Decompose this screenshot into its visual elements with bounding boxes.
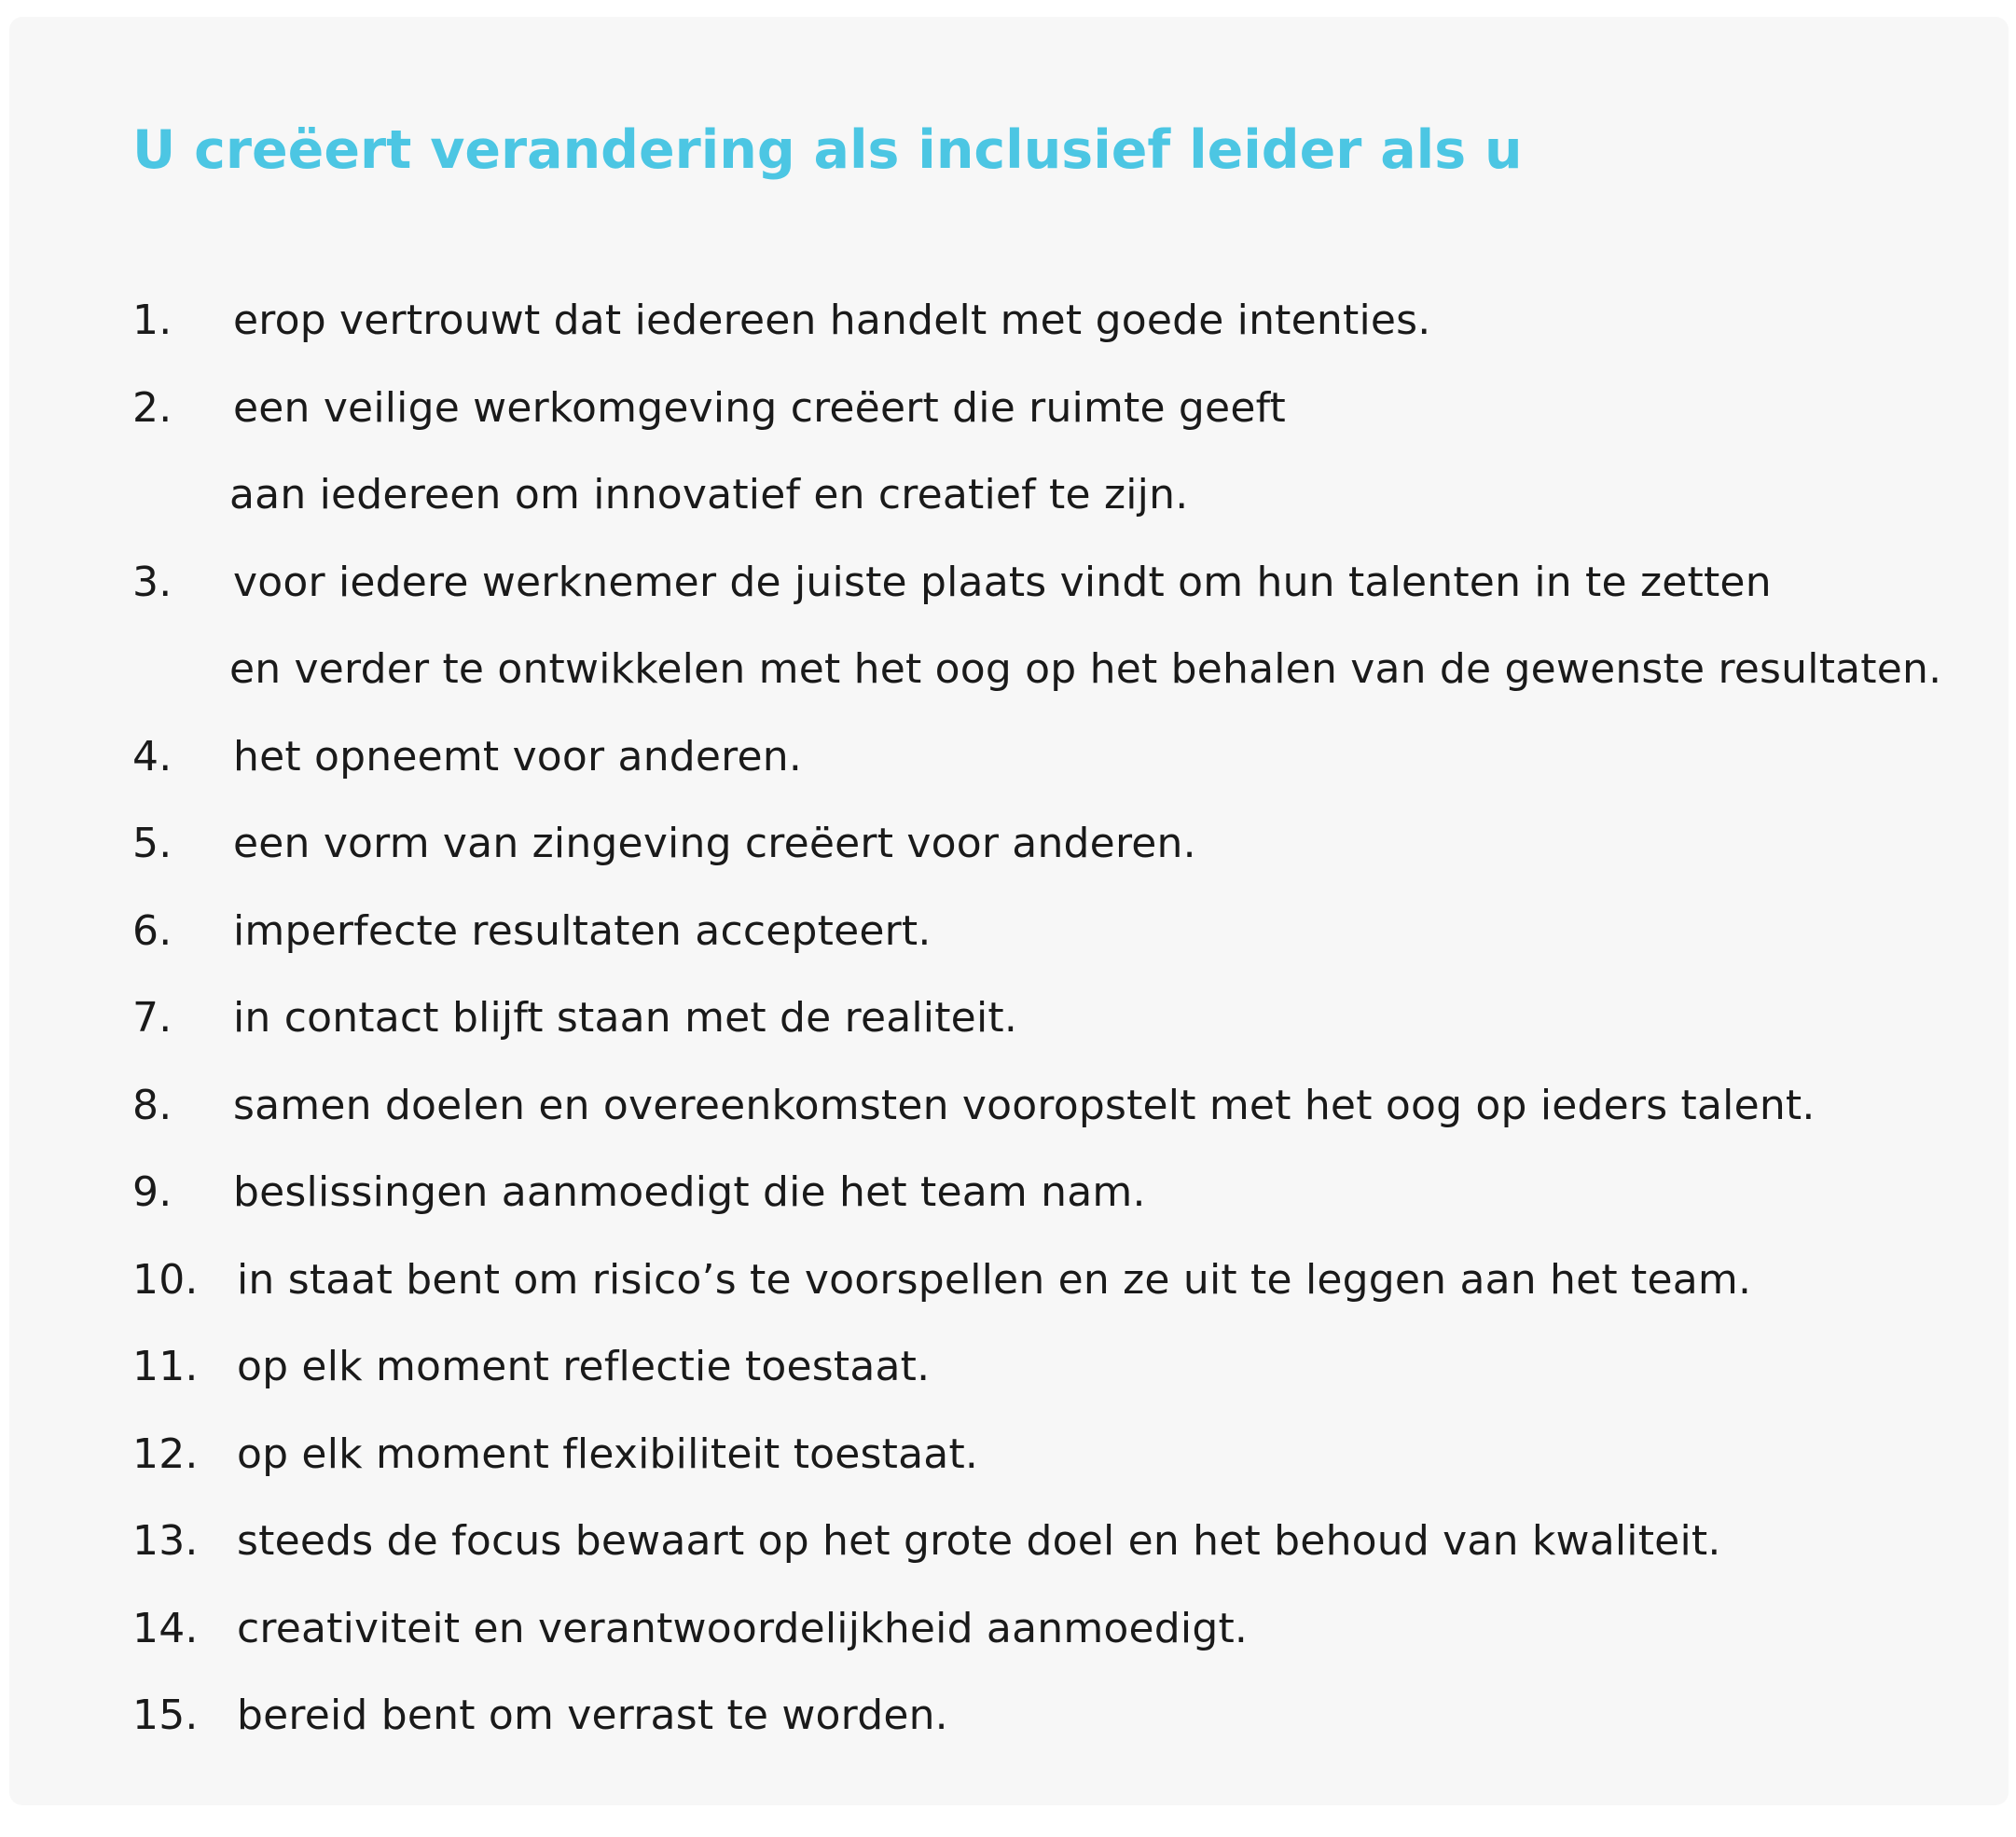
item-number: 7. — [132, 994, 173, 1042]
item-number: 4. — [132, 732, 173, 780]
item-text: creativiteit en verantwoordelijkheid aanmoedigt. — [237, 1604, 1249, 1652]
item-number: 13. — [132, 1517, 199, 1565]
item-number: 9. — [132, 1168, 173, 1216]
item-number: 10. — [132, 1255, 199, 1304]
item-text-continued: aan iedereen om innovatief en creatief te zijn. — [229, 471, 1189, 518]
item-text: op elk moment reflectie toestaat. — [237, 1343, 931, 1390]
item-number: 2. — [132, 383, 173, 432]
item-number: 6. — [132, 906, 173, 955]
item-text: op elk moment flexibiliteit toestaat. — [237, 1430, 979, 1478]
item-number: 3. — [132, 558, 173, 606]
page-title: U creëert verandering als inclusief leider als u — [132, 119, 1523, 181]
item-number: 8. — [132, 1081, 173, 1129]
item-text: steeds de focus bewaart op het grote doel en het behoud van kwaliteit. — [237, 1517, 1721, 1565]
item-text: een veilige werkomgeving creëert die ruimte geeft — [233, 383, 1286, 432]
item-text: erop vertrouwt dat iedereen handelt met goede intenties. — [233, 297, 1431, 344]
item-text: beslissingen aanmoedigt die het team nam. — [233, 1168, 1146, 1216]
item-number: 12. — [132, 1430, 199, 1478]
item-text: imperfecte resultaten accepteert. — [233, 906, 932, 955]
item-number: 14. — [132, 1604, 199, 1652]
item-number: 1. — [132, 297, 173, 344]
item-text-continued: en verder te ontwikkelen met het oog op het behalen van de gewenste resultaten. — [229, 645, 1942, 693]
content-card — [9, 17, 2009, 1805]
item-text: bereid bent om verrast te worden. — [237, 1692, 948, 1739]
item-text: samen doelen en overeenkomsten vooropstelt met het oog op ieders talent. — [233, 1081, 1816, 1129]
item-number: 5. — [132, 820, 173, 867]
item-text: een vorm van zingeving creëert voor anderen. — [233, 820, 1196, 867]
item-text: voor iedere werknemer de juiste plaats vindt om hun talenten in te zetten — [233, 558, 1772, 606]
item-text: het opneemt voor anderen. — [233, 732, 803, 780]
item-text: in contact blijft staan met de realiteit. — [233, 994, 1018, 1042]
item-number: 15. — [132, 1692, 199, 1739]
item-number: 11. — [132, 1343, 199, 1390]
item-text: in staat bent om risico’s te voorspellen en ze uit te leggen aan het team. — [237, 1255, 1752, 1304]
